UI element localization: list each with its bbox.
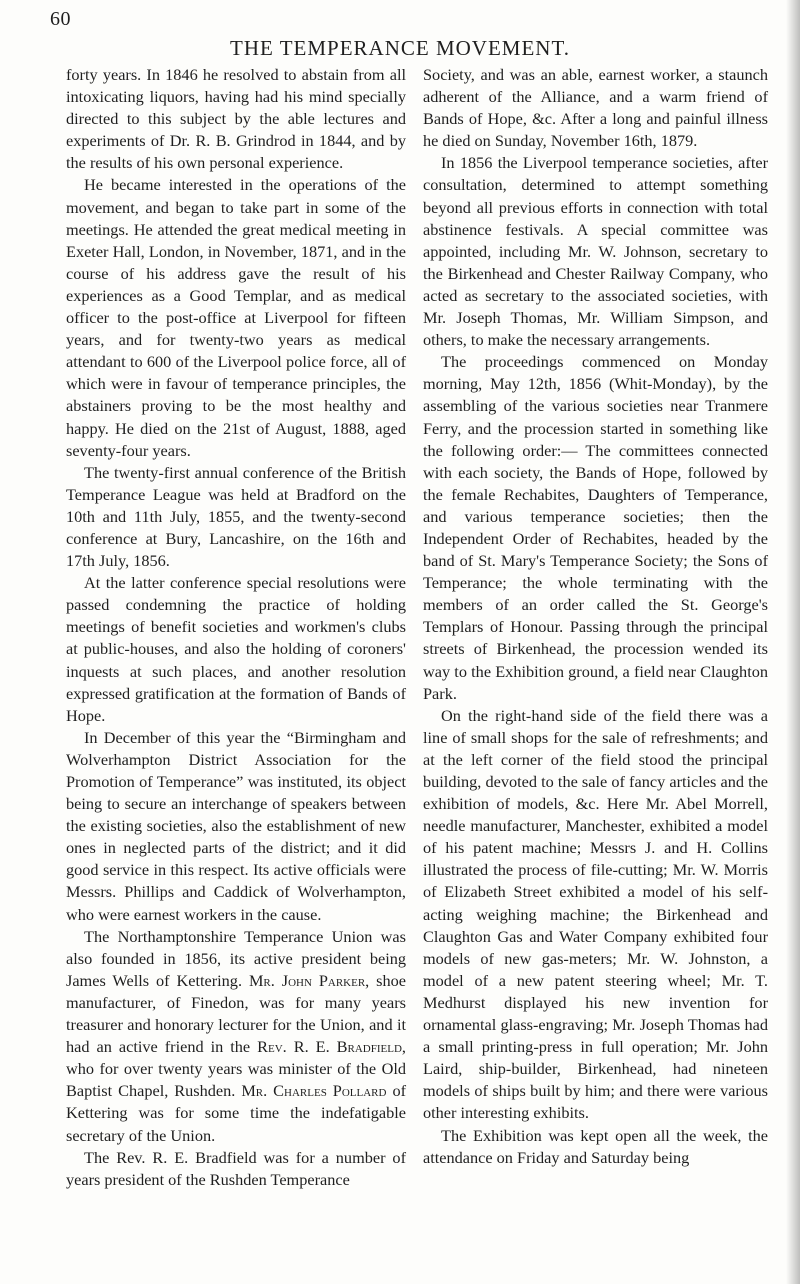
text-run: who for over twenty years was minister of the Old Baptist Chapel, Rushden. xyxy=(66,1059,406,1101)
paragraph: At the latter conference special resolutions were passed condemning the practice of holding meetings of benefit societies and workmen's clubs at public-houses, and also the holding of coroners' inquests at such places, and another resolution expressed gratification at the formation of Bands of Hope. xyxy=(66,573,406,725)
paragraph: On the right-hand side of the field there was a line of small shops for the sale of refreshments; and at the left corner of the field stood the principal building, devoted to the sale of fancy articles and the exhibition of models, &c. Here Mr. Abel Morrell, needle manufacturer, Manchester, exhibited a model of his patent machine; Messrs J. and H. Collins illustrated the process of file-cutting; Mr. W. Morris of Elizabeth Street exhibited a model of his self-acting weighing machine; the Birkenhead and Claughton Gas and Water Company exhibited four models of new gas-meters; Mr. W. Johnston, a model of a new patent steering wheel; Mr. T. Medhurst displayed his new invention for ornamental glass-engraving; Mr. Joseph Thomas had a small printing-press in full operation; Mr. John Laird, ship-builder, Birkenhead, had nineteen models of ships built by him; and there were various other interesting exhibits. xyxy=(423,705,768,1123)
text-run: shoe manufacturer, of Finedon, was for many years treasurer and honorary lecturer for the Union, and it had an active friend in the xyxy=(66,970,406,1057)
paragraph: In 1856 the Liverpool temperance societies, after consultation, determined to attempt something beyond all previous efforts in connection with total abstinence festivals. A special committee was appointed, including Mr. W. Johnson, secretary to the Birkenhead and Chester Railway Company, who acted as secretary to the associated societies, with Mr. Joseph Thomas, Mr. William Simpson, and others, to make the necessary arrangements. xyxy=(423,153,768,350)
person-name: Mr. Charles Pollard xyxy=(241,1081,387,1101)
person-name: Mr. John Parker, xyxy=(248,970,370,990)
left-column xyxy=(66,64,406,1191)
person-name: Rev. R. E. Bradfield, xyxy=(257,1037,406,1057)
text-run: The Northamptonshire Temperance Union was also founded in 1856, its active president being James Wells of Kettering. xyxy=(66,926,406,990)
paragraph: The Rev. R. E. Bradfield was for a number of years president of the Rushden Temperance xyxy=(66,1147,406,1189)
paragraph: In December of this year the “Birmingham and Wolverhampton District Association for the Promotion of Temperance” was instituted, its object being to secure an interchange of speakers between the existing societies, also the establishment of new ones in neglected parts of the district; and it did good service in this respect. Its active officials were Messrs. Phillips and Caddick of Wolverhampton, who were earnest workers in the cause. xyxy=(66,727,406,924)
page-number: 60 xyxy=(50,8,71,30)
running-head: THE TEMPERANCE MOVEMENT. xyxy=(230,36,570,60)
paragraph: The proceedings commenced on Monday morning, May 12th, 1856 (Whit-Monday), by the assembling of the various societies near Tranmere Ferry, and the procession started in something like the following order:— The committees connected with each society, the Bands of Hope, followed by the female Rechabites, Daughters of Temperance, and various temperance societies; then the Independent Order of Rechabites, headed by the band of St. Mary's Temperance Society; the Sons of Temperance; the whole terminating with the members of an order called the St. George's Templars of Honour. Passing through the principal streets of Birkenhead, the procession wended its way to the Exhibition ground, a field near Claughton Park. xyxy=(423,352,768,703)
paragraph: Society, and was an able, earnest worker, a staunch adherent of the Alliance, and a warm friend of Bands of Hope, &c. After a long and painful illness he died on Sunday, November 16th, 1879. xyxy=(423,65,768,151)
paragraph-northamptonshire xyxy=(66,926,406,1147)
paragraph: The Exhibition was kept open all the week, the attendance on Friday and Saturday being xyxy=(423,1125,768,1167)
paragraph: He became interested in the operations of the movement, and began to take part in some of the meetings. He attended the great medical meeting in Exeter Hall, London, in November, 1871, and in the course of his address gave the result of his experiences as a Good Templar, and as medical officer to the post-office at Liverpool for fifteen years, and for twenty-two years as medical attendant to 600 of the Liverpool police force, all of which were in favour of temperance principles, the abstainers proving to be the most healthy and happy. He died on the 21st of August, 1888, aged seventy-four years. xyxy=(66,175,406,460)
paragraph: The twenty-first annual conference of the British Temperance League was held at Bradford on the 10th and 11th July, 1855, and the twenty-second conference at Bury, Lancashire, on the 16th and 17th July, 1856. xyxy=(66,462,406,571)
right-column xyxy=(423,64,768,1169)
page-edge-shadow xyxy=(786,0,800,1284)
text-run: of Kettering was for some time the indefatigable secretary of the Union. xyxy=(66,1081,406,1145)
paragraph: forty years. In 1846 he resolved to abstain from all intoxicating liquors, having had his mind specially directed to this subject by the able lectures and experiments of Dr. R. B. Grindrod in 1844, and by the results of his own personal experience. xyxy=(66,65,406,173)
